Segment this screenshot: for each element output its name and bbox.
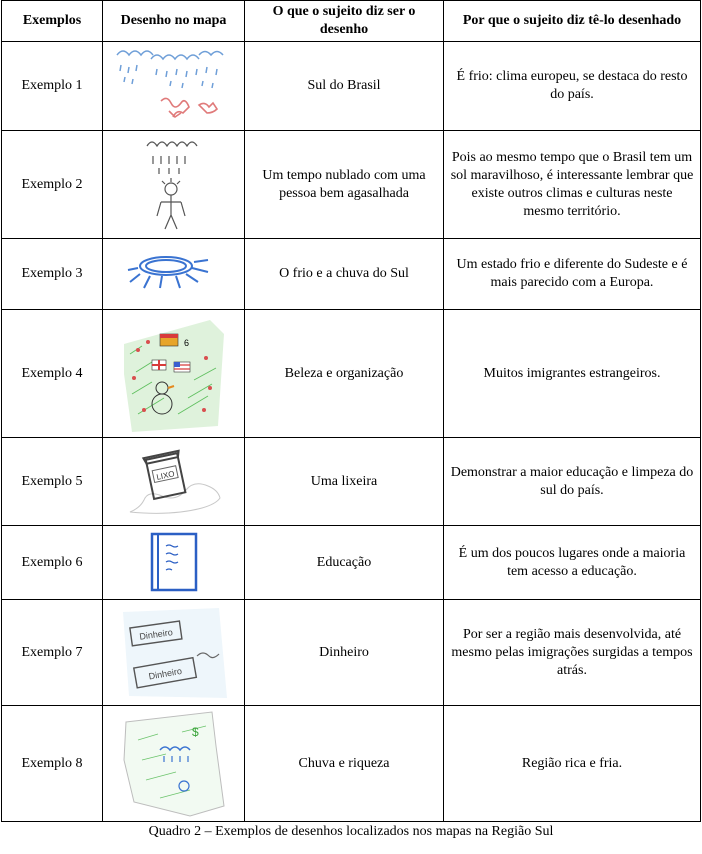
cell-exemplo: Exemplo 3 [2, 239, 103, 310]
cell-drawing [103, 438, 245, 526]
cell-porque: Pois ao mesmo tempo que o Brasil tem um sol maravilhoso, é interessante lembrar que existe outros climas e culturas neste mesmo território. [444, 131, 701, 239]
cell-exemplo: Exemplo 7 [2, 600, 103, 706]
cell-diz: Beleza e organização [245, 310, 444, 438]
cell-drawing [103, 526, 245, 600]
examples-table [1, 0, 701, 822]
table-row [2, 239, 701, 310]
cell-diz: Sul do Brasil [245, 42, 444, 131]
cell-exemplo: Exemplo 6 [2, 526, 103, 600]
cell-porque: Por ser a região mais desenvolvida, até mesmo pelas imigrações surgidas a tempos atrás. [444, 600, 701, 706]
flags-flowers-snowman-drawing [118, 314, 230, 434]
table-row [2, 438, 701, 526]
header-o-que-diz: O que o sujeito diz ser o desenho [245, 1, 444, 42]
cell-exemplo: Exemplo 2 [2, 131, 103, 239]
cell-diz: Uma lixeira [245, 438, 444, 526]
table-row [2, 131, 701, 239]
cell-drawing [103, 600, 245, 706]
cell-porque: Demonstrar a maior educação e limpeza do sul do país. [444, 438, 701, 526]
header-exemplos: Exemplos [2, 1, 103, 42]
blue-book-drawing [144, 530, 204, 596]
rain-clouds-and-red-shapes-drawing [111, 45, 236, 127]
cell-drawing [103, 42, 245, 131]
table-header-row [2, 1, 701, 42]
cell-porque: Região rica e fria. [444, 706, 701, 822]
table-row [2, 42, 701, 131]
cell-diz: Chuva e riqueza [245, 706, 444, 822]
cell-diz: Educação [245, 526, 444, 600]
cell-exemplo: Exemplo 4 [2, 310, 103, 438]
money-bills-drawing [119, 604, 229, 702]
cell-exemplo: Exemplo 5 [2, 438, 103, 526]
cell-drawing [103, 239, 245, 310]
header-desenho: Desenho no mapa [103, 1, 245, 42]
header-por-que: Por que o sujeito diz tê-lo desenhado [444, 1, 701, 42]
table-row [2, 706, 701, 822]
money-symbol: $ [191, 724, 199, 739]
cell-porque: É frio: clima europeu, se destaca do resto do país. [444, 42, 701, 131]
cell-diz: O frio e a chuva do Sul [245, 239, 444, 310]
blue-cloud-drawing [124, 248, 224, 300]
cell-exemplo: Exemplo 1 [2, 42, 103, 131]
table-row [2, 526, 701, 600]
cell-porque: Um estado frio e diferente do Sudeste e é mais parecido com a Europa. [444, 239, 701, 310]
cell-exemplo: Exemplo 8 [2, 706, 103, 822]
flag-number-label: 6 [183, 337, 189, 348]
cell-drawing [103, 131, 245, 239]
cell-diz: Dinheiro [245, 600, 444, 706]
table-caption: Quadro 2 – Exemplos de desenhos localizados nos mapas na Região Sul [148, 824, 554, 839]
trash-label: LIXO [155, 468, 175, 482]
table-row [2, 600, 701, 706]
cell-diz: Um tempo nublado com uma pessoa bem agasalhada [245, 131, 444, 239]
rain-and-money-map-drawing [120, 710, 228, 818]
cloud-rain-and-person-drawing [139, 134, 209, 236]
table-row [2, 310, 701, 438]
cell-porque: Muitos imigrantes estrangeiros. [444, 310, 701, 438]
trash-can-drawing [126, 442, 222, 522]
bill-label-2: Dinheiro [147, 665, 183, 682]
cell-drawing [103, 706, 245, 822]
cell-porque: É um dos poucos lugares onde a maioria tem acesso a educação. [444, 526, 701, 600]
cell-drawing [103, 310, 245, 438]
bill-label-1: Dinheiro [138, 626, 173, 642]
